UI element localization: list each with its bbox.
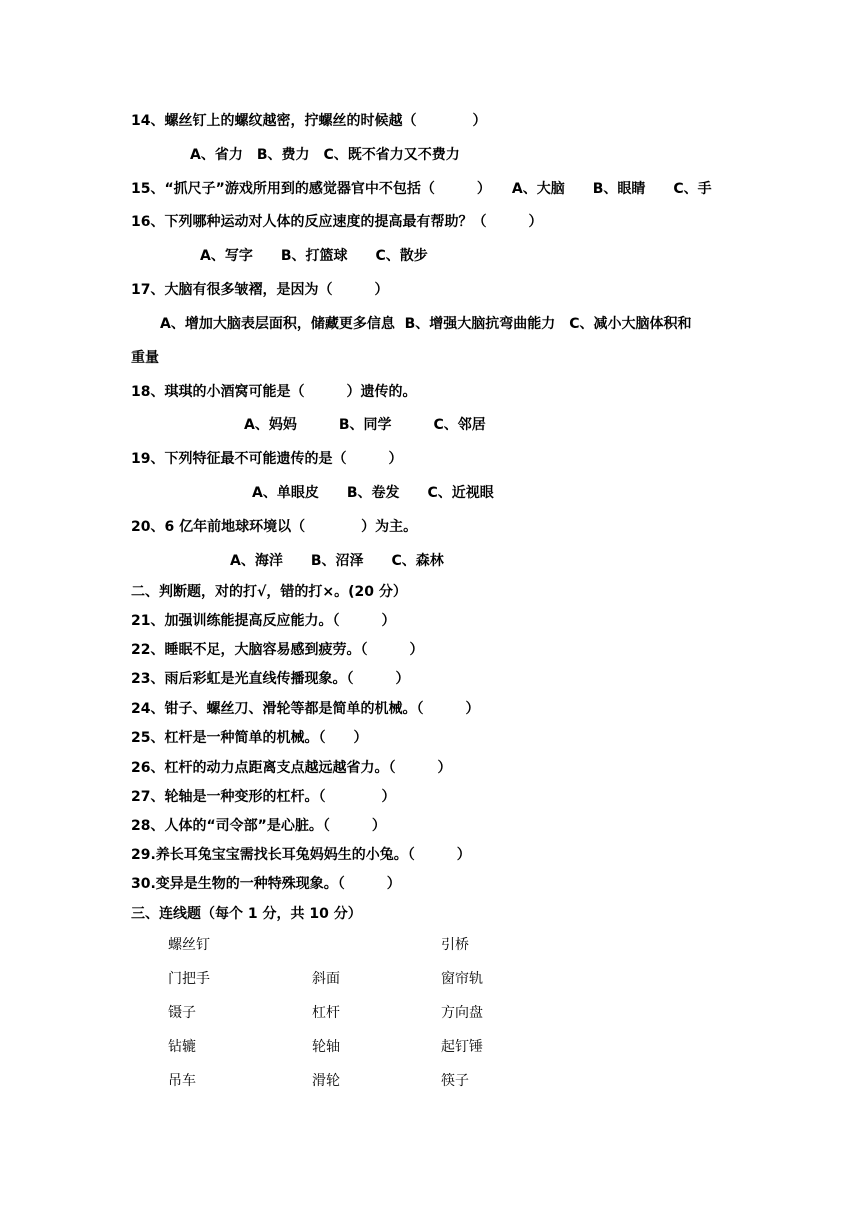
match-right-2: 窗帘轨 [441, 971, 483, 987]
judgement-item-26: 26、杠杆的动力点距离支点越远越省力。（ ） [131, 760, 452, 776]
question-14-options: A、省力 B、费力 C、既不省力又不费力 [190, 147, 460, 163]
question-17-options-continued: 重量 [131, 350, 159, 366]
judgement-item-23: 23、雨后彩虹是光直线传播现象。（ ） [131, 671, 410, 687]
question-19-options: A、单眼皮 B、卷发 C、近视眼 [252, 485, 494, 501]
match-left-3: 镊子 [168, 1005, 196, 1021]
question-15: 15、“抓尺子”游戏所用到的感觉器官中不包括（ ） A、大脑 B、眼睛 C、手 [131, 181, 712, 197]
question-17: 17、大脑有很多皱褶，是因为（ ） [131, 282, 389, 298]
match-right-3: 方向盘 [441, 1005, 483, 1021]
question-17-options: A、增加大脑表层面积，储藏更多信息 B、增强大脑抗弯曲能力 C、减小大脑体积和 [160, 316, 692, 332]
question-20: 20、6 亿年前地球环境以（ ）为主。 [131, 519, 418, 535]
match-left-4: 钻辘 [168, 1039, 196, 1055]
question-20-options: A、海洋 B、沼泽 C、森林 [230, 553, 444, 569]
section-2-title: 二、判断题，对的打√，错的打×。(20 分） [131, 584, 407, 600]
match-middle-2: 杠杆 [312, 1005, 340, 1021]
judgement-item-24: 24、钳子、螺丝刀、滑轮等都是简单的机械。（ ） [131, 701, 480, 717]
question-16: 16、下列哪种运动对人体的反应速度的提高最有帮助？（ ） [131, 214, 543, 230]
judgement-item-30: 30.变异是生物的一种特殊现象。（ ） [131, 876, 401, 892]
judgement-item-21: 21、加强训练能提高反应能力。（ ） [131, 613, 396, 629]
judgement-item-27: 27、轮轴是一种变形的杠杆。（ ） [131, 789, 396, 805]
match-left-2: 门把手 [168, 971, 210, 987]
section-3-title: 三、连线题（每个 1 分，共 10 分） [131, 906, 362, 922]
question-18-options: A、妈妈 B、同学 C、邻居 [244, 417, 486, 433]
match-right-4: 起钉锤 [441, 1039, 483, 1055]
match-right-5: 筷子 [441, 1073, 469, 1089]
match-left-5: 吊车 [168, 1073, 196, 1089]
match-left-1: 螺丝钉 [168, 937, 210, 953]
question-19: 19、下列特征最不可能遗传的是（ ） [131, 451, 403, 467]
match-middle-3: 轮轴 [312, 1039, 340, 1055]
judgement-item-28: 28、人体的“司令部”是心脏。（ ） [131, 818, 386, 834]
match-middle-4: 滑轮 [312, 1073, 340, 1089]
question-14: 14、螺丝钉上的螺纹越密，拧螺丝的时候越（ ） [131, 113, 487, 129]
question-18: 18、琪琪的小酒窝可能是（ ）遗传的。 [131, 384, 417, 400]
judgement-item-29: 29.养长耳兔宝宝需找长耳兔妈妈生的小兔。（ ） [131, 847, 471, 863]
match-right-1: 引桥 [441, 937, 469, 953]
question-16-options: A、写字 B、打篮球 C、散步 [200, 248, 428, 264]
match-middle-1: 斜面 [312, 971, 340, 987]
judgement-item-25: 25、杠杆是一种简单的机械。（ ） [131, 730, 368, 746]
judgement-item-22: 22、睡眠不足，大脑容易感到疲劳。（ ） [131, 642, 424, 658]
